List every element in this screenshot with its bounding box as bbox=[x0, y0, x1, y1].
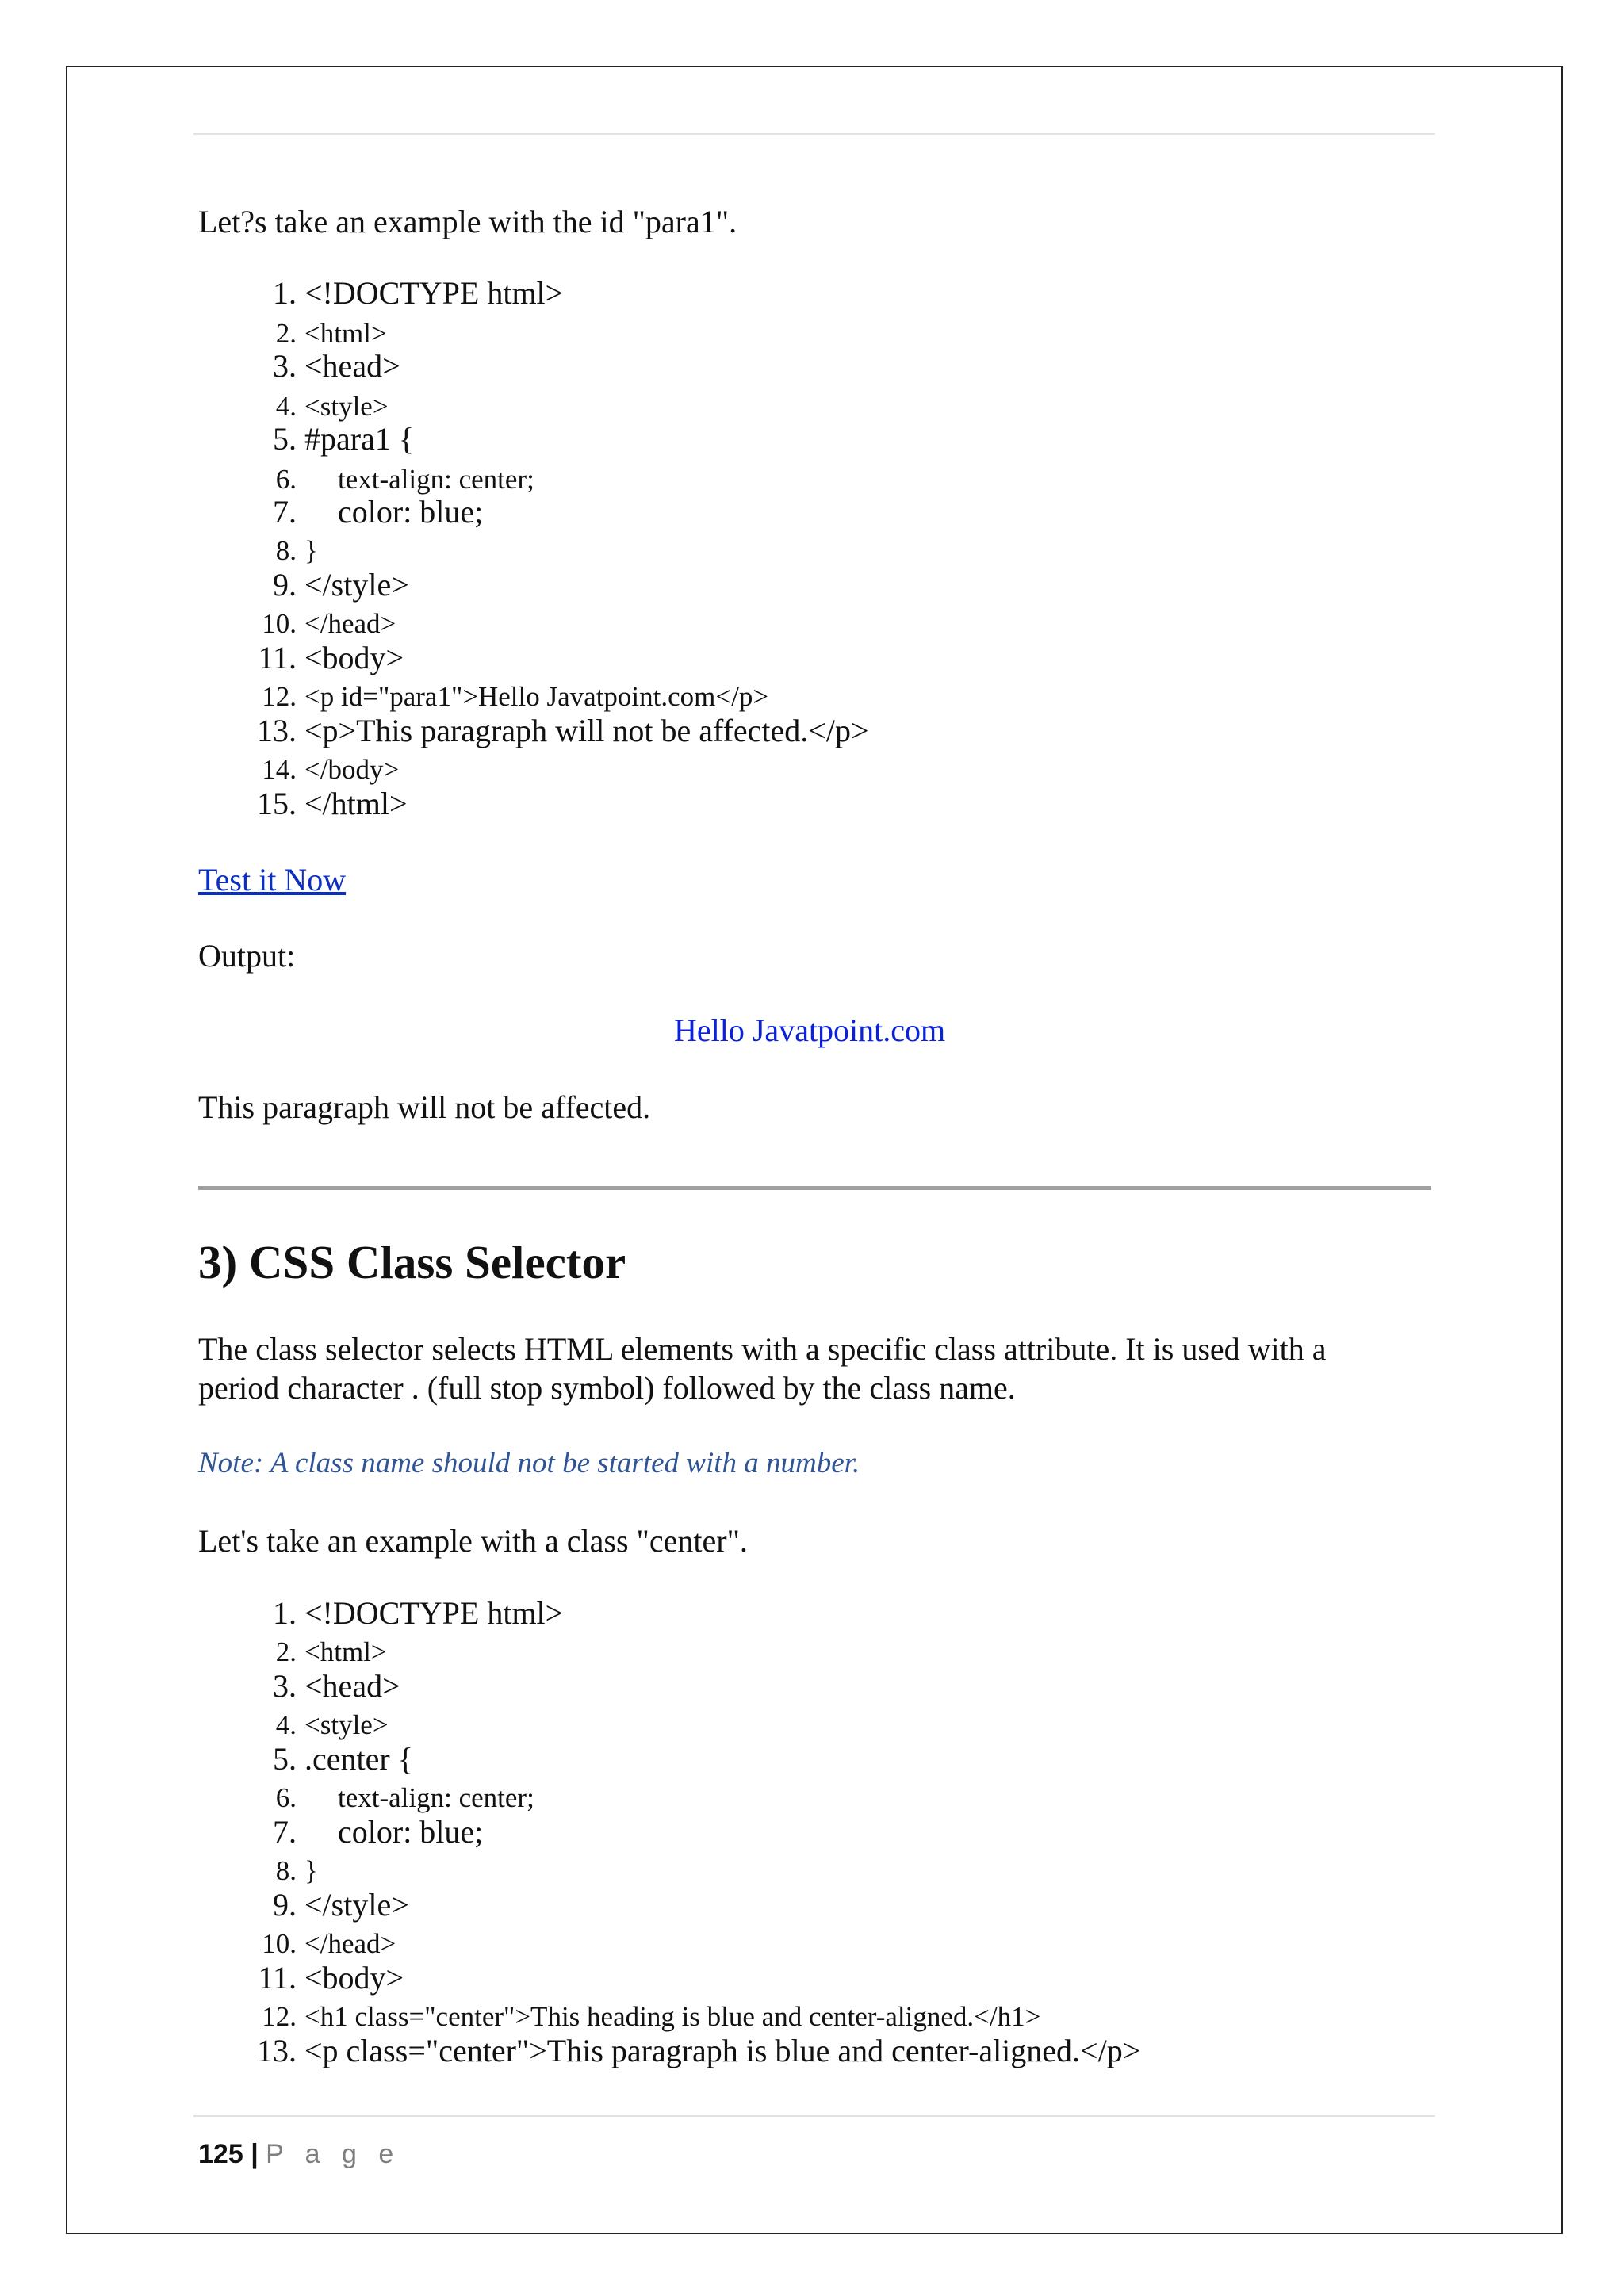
output-label: Output: bbox=[198, 938, 296, 974]
description-line-1: The class selector selects HTML elements with a specific class attribute. It is used with a bbox=[198, 1331, 1327, 1367]
page-word: P a g e bbox=[266, 2139, 401, 2169]
code-line: 10. </head> bbox=[262, 608, 396, 639]
code-line: 8. } bbox=[275, 1855, 318, 1886]
test-it-now-link[interactable]: Test it Now bbox=[198, 862, 347, 897]
code-line: 15. </html> bbox=[257, 786, 408, 821]
page-number: 125 bbox=[198, 2139, 243, 2169]
code-line: 3. <head> bbox=[273, 1668, 400, 1704]
intro-text-2: Let's take an example with a class "center". bbox=[198, 1523, 748, 1559]
output-centered-text: Hello Javatpoint.com bbox=[674, 1012, 946, 1048]
code-line: 8. } bbox=[275, 535, 318, 566]
code-line: 13. <p>This paragraph will not be affected.</p> bbox=[257, 713, 869, 748]
code-line: 6. text-align: center; bbox=[275, 1782, 534, 1813]
code-line: 7. color: blue; bbox=[273, 1814, 484, 1850]
code-line: 13. <p class="center">This paragraph is blue and center-aligned.</p> bbox=[257, 2033, 1141, 2068]
code-line: 12. <p id="para1">Hello Javatpoint.com</p> bbox=[262, 681, 769, 712]
code-line: 14. </body> bbox=[262, 754, 400, 785]
code-line: 9. </style> bbox=[273, 567, 409, 603]
section-divider bbox=[198, 1186, 1431, 1190]
output-paragraph: This paragraph will not be affected. bbox=[198, 1089, 651, 1125]
code-line: 1. <!DOCTYPE html> bbox=[273, 1595, 564, 1631]
code-line: 7. color: blue; bbox=[273, 494, 484, 530]
code-line: 1. <!DOCTYPE html> bbox=[273, 275, 564, 311]
code-line: 6. text-align: center; bbox=[275, 464, 534, 495]
intro-text: Let?s take an example with the id "para1". bbox=[198, 204, 737, 239]
footer-separator: | bbox=[251, 2139, 259, 2169]
code-line: 5. .center { bbox=[273, 1741, 413, 1777]
code-line: 11. <body> bbox=[258, 1960, 404, 1996]
code-line: 3. <head> bbox=[273, 348, 400, 384]
code-line: 12. <h1 class="center">This heading is blue and center-aligned.</h1> bbox=[262, 2001, 1041, 2032]
code-line: 4. <style> bbox=[275, 1709, 389, 1740]
header-rule bbox=[193, 133, 1435, 135]
description-line-2: period character . (full stop symbol) followed by the class name. bbox=[198, 1370, 1016, 1406]
code-line: 10. </head> bbox=[262, 1928, 396, 1959]
code-line: 2. <html> bbox=[275, 1636, 387, 1667]
code-line: 4. <style> bbox=[275, 391, 389, 422]
code-line: 9. </style> bbox=[273, 1887, 409, 1923]
page-footer bbox=[198, 2141, 400, 2168]
code-line: 2. <html> bbox=[275, 318, 387, 349]
note-text: Note: A class name should not be started with a number. bbox=[198, 1447, 860, 1479]
footer-rule bbox=[193, 2115, 1435, 2117]
code-line: 11. <body> bbox=[258, 640, 404, 675]
code-line: 5. #para1 { bbox=[273, 421, 415, 457]
section-heading: 3) CSS Class Selector bbox=[198, 1236, 626, 1288]
